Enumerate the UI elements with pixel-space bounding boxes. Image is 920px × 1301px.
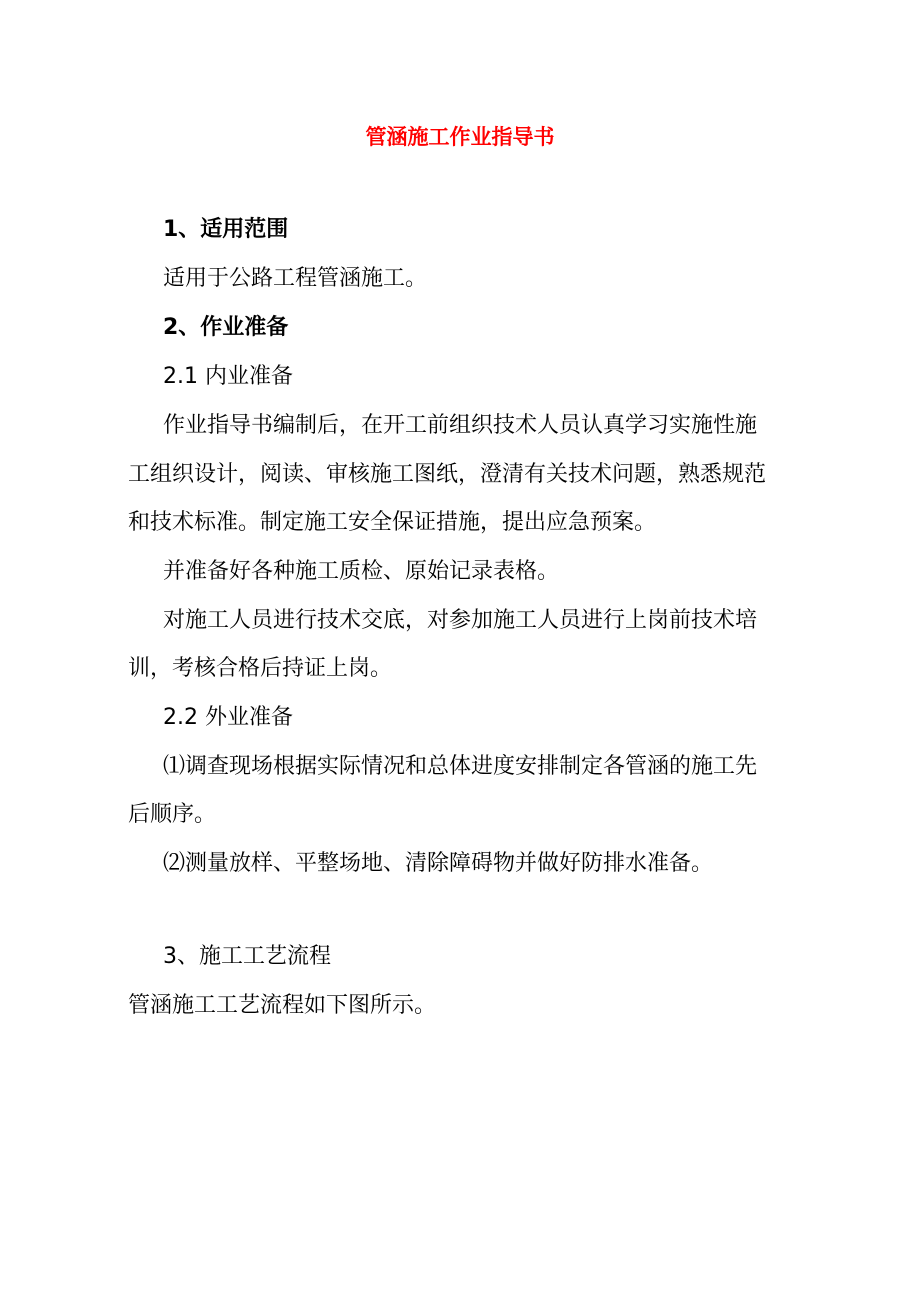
section3-heading: 3、施工工艺流程: [163, 944, 331, 969]
paragraph-line: 作业指导书编制后，在开工前组织技术人员认真学习实施性施: [163, 413, 758, 438]
section1-heading: 1、适用范围: [163, 217, 289, 242]
list-item-line: 后顺序。: [128, 802, 217, 827]
section2-heading: 2、作业准备: [163, 315, 289, 340]
list-item-line: ⑵测量放样、平整场地、清除障碍物并做好防排水准备。: [163, 851, 714, 876]
paragraph-line: 训，考核合格后持证上岗。: [128, 656, 393, 681]
section1-text: 适用于公路工程管涵施工。: [163, 266, 428, 291]
paragraph-line: 和技术标准。制定施工安全保证措施，提出应急预案。: [128, 510, 657, 535]
section2-1-heading: 2.1 内业准备: [163, 364, 293, 389]
list-item-line: ⑴调查现场根据实际情况和总体进度安排制定各管涵的施工先: [163, 754, 758, 779]
paragraph-line: 并准备好各种施工质检、原始记录表格。: [163, 559, 560, 584]
section2-2-heading: 2.2 外业准备: [163, 705, 293, 730]
section3-text: 管涵施工工艺流程如下图所示。: [128, 993, 437, 1018]
paragraph-line: 对施工人员进行技术交底，对参加施工人员进行上岗前技术培: [163, 608, 758, 633]
document-title: 管涵施工作业指导书: [365, 125, 555, 149]
paragraph-line: 工组织设计，阅读、审核施工图纸，澄清有关技术问题，熟悉规范: [128, 462, 767, 487]
